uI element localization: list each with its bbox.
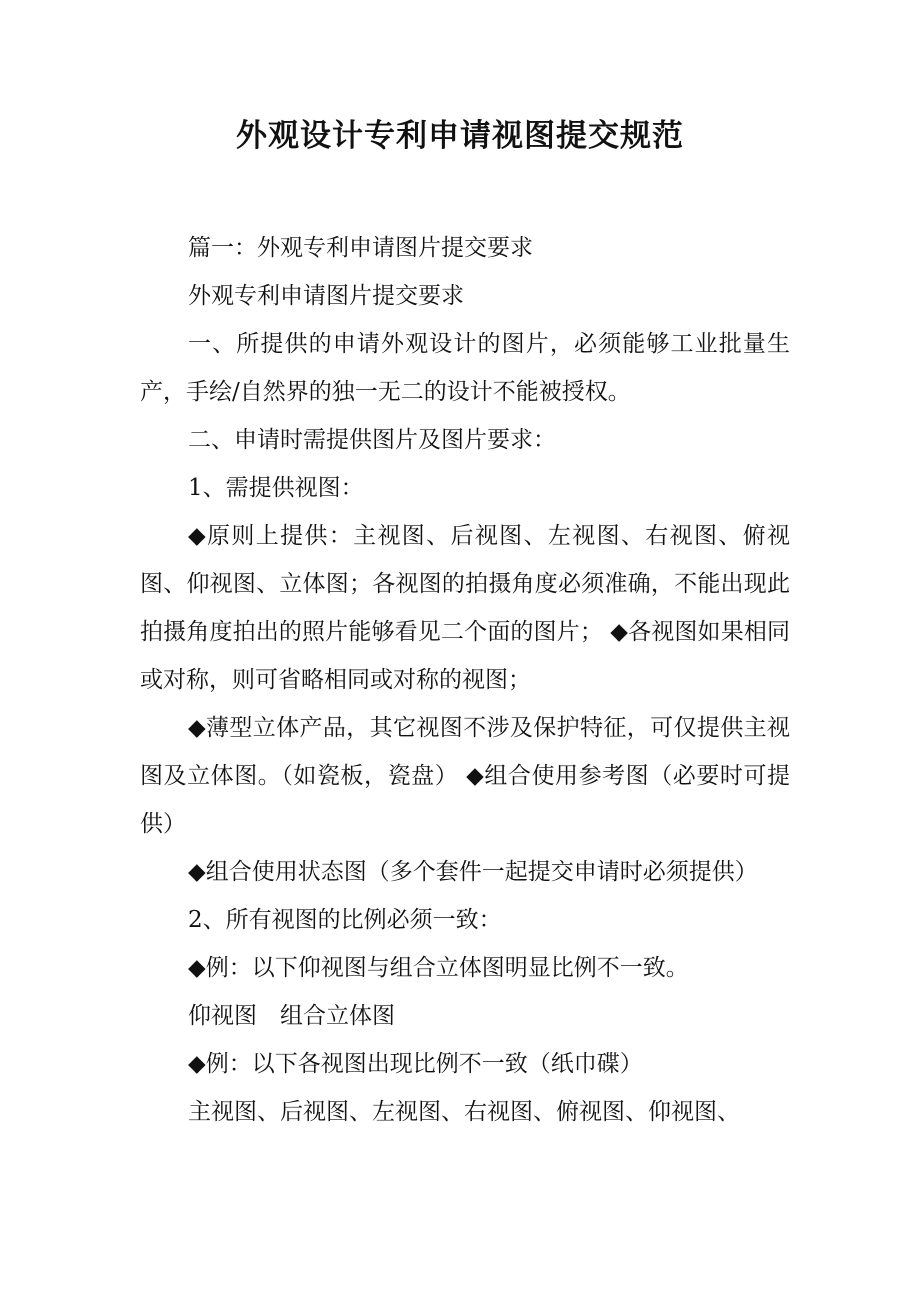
document-body: [140, 224, 790, 1136]
paragraph: 仰视图 组合立体图: [188, 1003, 395, 1029]
paragraph: 二、申请时需提供图片及图片要求：: [188, 427, 556, 453]
subheading: 外观专利申请图片提交要求: [188, 283, 464, 309]
document-title: 外观设计专利申请视图提交规范: [236, 118, 684, 154]
paragraph: 1、需提供视图：: [188, 475, 364, 501]
paragraph: 2、所有视图的比例必须一致：: [188, 907, 502, 933]
paragraph: 主视图、后视图、左视图、右视图、俯视图、仰视图、: [188, 1099, 740, 1125]
section-heading: 篇一：外观专利申请图片提交要求: [188, 235, 533, 261]
paragraph: ◆例：以下各视图出现比例不一致（纸巾碟）: [188, 1051, 643, 1077]
paragraph: ◆例：以下仰视图与组合立体图明显比例不一致。: [188, 955, 689, 981]
paragraph: ◆原则上提供：主视图、后视图、左视图、右视图、俯视图、仰视图、立体图；各视图的拍摄角度必须准确，不能出现此拍摄角度拍出的照片能够看见二个面的图片； ◆各视图如果相同或对称，则可省略相同或对称的视图；: [140, 523, 790, 693]
paragraph: ◆薄型立体产品，其它视图不涉及保护特征，可仅提供主视图及立体图。（如瓷板，瓷盘） ◆组合使用参考图（必要时可提供）: [140, 715, 790, 837]
paragraph: 一、所提供的申请外观设计的图片，必须能够工业批量生产，手绘/自然界的独一无二的设计不能被授权。: [140, 331, 790, 405]
paragraph: ◆组合使用状态图（多个套件一起提交申请时必须提供）: [188, 859, 758, 885]
